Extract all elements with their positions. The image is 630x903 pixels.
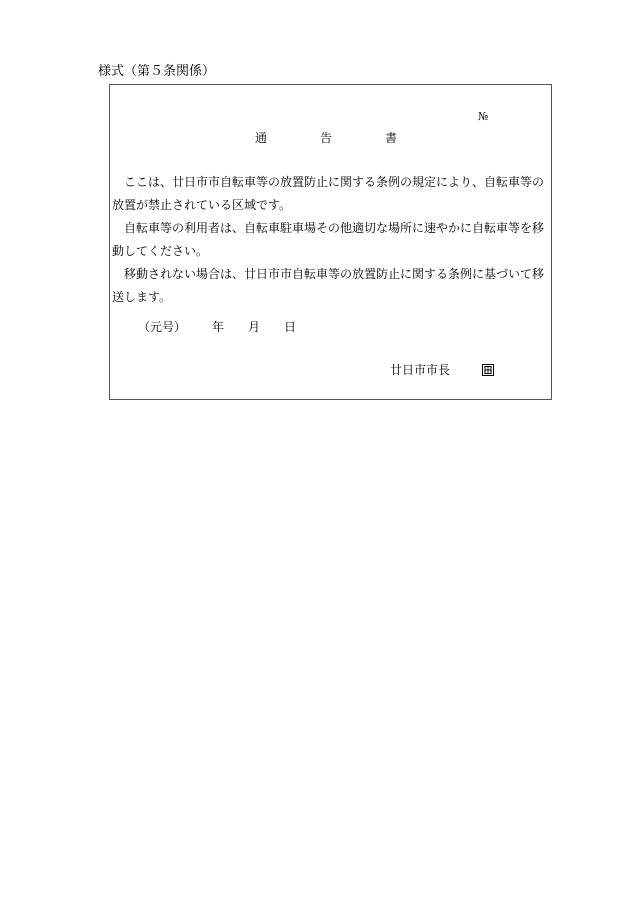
date-era: （元号） [138,320,187,334]
notice-title [255,131,397,145]
date-year: 年 [212,320,225,334]
notice-paragraph-3: 移動されない場合は、廿日市市自転車等の放置防止に関する条例に基づいて移送します。 [112,267,545,304]
notice-paragraph-2: 自転車等の利用者は、自転車駐車場その他適切な場所に速やかに自転車等を移動してください。 [112,221,545,258]
seal-icon [482,364,494,376]
date-line [138,320,296,334]
title-char-3: 書 [385,131,398,145]
form-style-label: 様式（第５条関係） [98,64,216,79]
date-day: 日 [284,320,297,334]
title-char-2: 告 [320,131,333,145]
notice-frame [109,84,552,400]
signature-line [390,362,494,377]
date-month: 月 [248,320,261,334]
notice-paragraph-1: ここは、廿日市市自転車等の放置防止に関する条例の規定により、自転車等の放置が禁止されている区域です。 [112,175,545,212]
mayor-title: 廿日市市長 [390,363,451,377]
title-char-1: 通 [255,131,268,145]
notice-body [112,171,550,309]
document-number-label: № [478,110,489,123]
